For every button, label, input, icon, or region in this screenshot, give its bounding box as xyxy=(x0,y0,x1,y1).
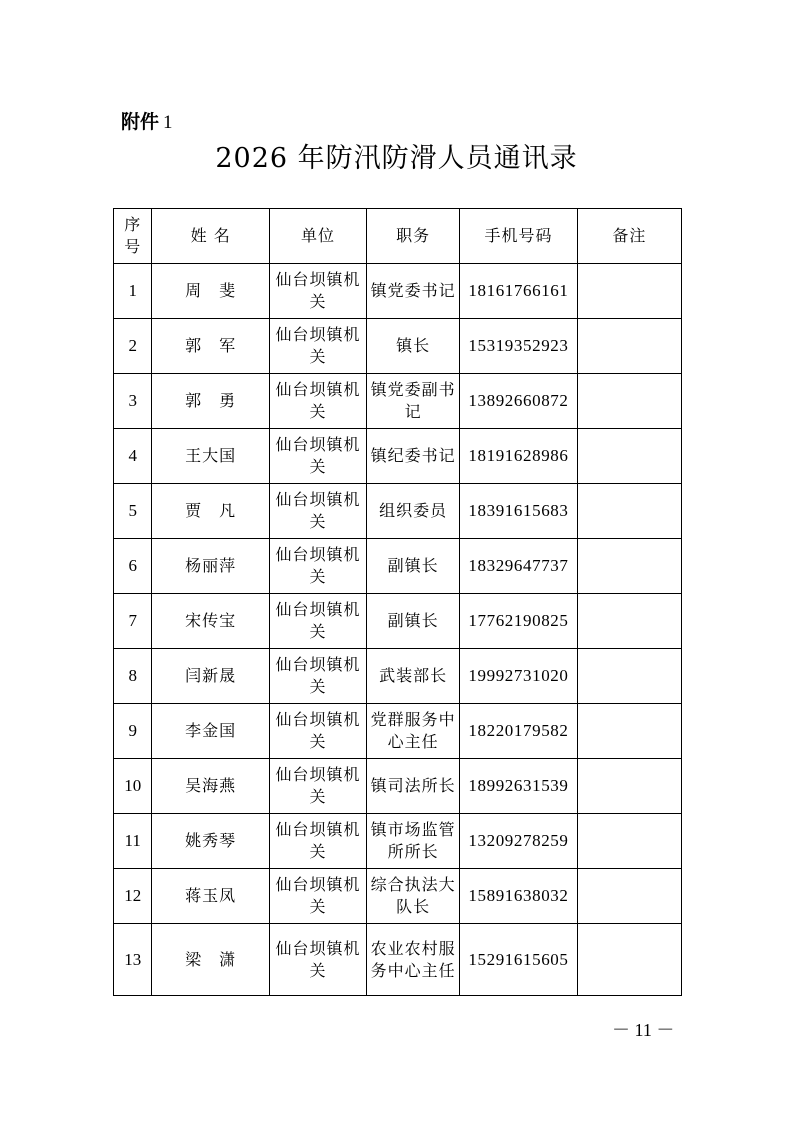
row-phone: 17762190825 xyxy=(460,594,577,649)
row-unit: 仙台坝镇机关 xyxy=(269,429,366,484)
table-row xyxy=(114,374,682,429)
row-name: 姚秀琴 xyxy=(152,814,269,869)
row-role: 副镇长 xyxy=(367,594,460,649)
row-unit: 仙台坝镇机关 xyxy=(269,264,366,319)
row-index: 13 xyxy=(114,924,152,996)
row-note xyxy=(577,704,681,759)
row-role: 镇党委书记 xyxy=(367,264,460,319)
row-index: 9 xyxy=(114,704,152,759)
attachment-number: 1 xyxy=(163,112,173,133)
table-row xyxy=(114,539,682,594)
row-note xyxy=(577,869,681,924)
row-role: 镇司法所长 xyxy=(367,759,460,814)
table-row xyxy=(114,704,682,759)
row-note xyxy=(577,924,681,996)
table-header-row xyxy=(114,209,682,264)
page-title: 2026 年防汛防滑人员通讯录 xyxy=(215,143,578,174)
table-row xyxy=(114,759,682,814)
row-phone: 18220179582 xyxy=(460,704,577,759)
row-role: 镇长 xyxy=(367,319,460,374)
table-row xyxy=(114,924,682,996)
column-header-note: 备注 xyxy=(577,209,681,264)
table-row xyxy=(114,319,682,374)
row-note xyxy=(577,264,681,319)
row-name: 郭 勇 xyxy=(152,374,269,429)
column-header-phone: 手机号码 xyxy=(460,209,577,264)
table-row xyxy=(114,429,682,484)
attachment-label xyxy=(121,107,173,134)
row-index: 1 xyxy=(114,264,152,319)
table-row xyxy=(114,869,682,924)
table-row xyxy=(114,264,682,319)
row-unit: 仙台坝镇机关 xyxy=(269,704,366,759)
row-role: 组织委员 xyxy=(367,484,460,539)
row-index: 8 xyxy=(114,649,152,704)
row-note xyxy=(577,484,681,539)
table-body xyxy=(114,264,682,996)
page-number: － 11 － xyxy=(612,1020,675,1040)
row-phone: 15319352923 xyxy=(460,319,577,374)
row-unit: 仙台坝镇机关 xyxy=(269,319,366,374)
row-role: 综合执法大队长 xyxy=(367,869,460,924)
row-note xyxy=(577,539,681,594)
row-name: 蒋玉凤 xyxy=(152,869,269,924)
row-phone: 13209278259 xyxy=(460,814,577,869)
row-note xyxy=(577,374,681,429)
row-unit: 仙台坝镇机关 xyxy=(269,649,366,704)
row-phone: 18161766161 xyxy=(460,264,577,319)
row-unit: 仙台坝镇机关 xyxy=(269,539,366,594)
table-row xyxy=(114,814,682,869)
row-phone: 18191628986 xyxy=(460,429,577,484)
row-name: 周 斐 xyxy=(152,264,269,319)
row-name: 闫新晟 xyxy=(152,649,269,704)
row-role: 镇党委副书记 xyxy=(367,374,460,429)
row-note xyxy=(577,594,681,649)
row-note xyxy=(577,649,681,704)
row-name: 郭 军 xyxy=(152,319,269,374)
row-note xyxy=(577,759,681,814)
table-row xyxy=(114,594,682,649)
table-row xyxy=(114,484,682,539)
row-phone: 13892660872 xyxy=(460,374,577,429)
row-index: 2 xyxy=(114,319,152,374)
row-phone: 19992731020 xyxy=(460,649,577,704)
row-unit: 仙台坝镇机关 xyxy=(269,374,366,429)
row-unit: 仙台坝镇机关 xyxy=(269,869,366,924)
row-note xyxy=(577,429,681,484)
row-index: 6 xyxy=(114,539,152,594)
row-role: 镇市场监管所所长 xyxy=(367,814,460,869)
row-role: 党群服务中心主任 xyxy=(367,704,460,759)
row-index: 7 xyxy=(114,594,152,649)
row-name: 吴海燕 xyxy=(152,759,269,814)
row-name: 梁 潇 xyxy=(152,924,269,996)
row-role: 农业农村服务中心主任 xyxy=(367,924,460,996)
row-role: 武装部长 xyxy=(367,649,460,704)
column-header-name: 姓 名 xyxy=(152,209,269,264)
row-name: 王大国 xyxy=(152,429,269,484)
row-role: 镇纪委书记 xyxy=(367,429,460,484)
table-row xyxy=(114,649,682,704)
column-header-unit: 单位 xyxy=(269,209,366,264)
row-note xyxy=(577,319,681,374)
row-name: 李金国 xyxy=(152,704,269,759)
row-phone: 18391615683 xyxy=(460,484,577,539)
row-role: 副镇长 xyxy=(367,539,460,594)
row-name: 贾 凡 xyxy=(152,484,269,539)
row-unit: 仙台坝镇机关 xyxy=(269,594,366,649)
row-unit: 仙台坝镇机关 xyxy=(269,759,366,814)
row-note xyxy=(577,814,681,869)
row-unit: 仙台坝镇机关 xyxy=(269,484,366,539)
row-phone: 18992631539 xyxy=(460,759,577,814)
row-index: 5 xyxy=(114,484,152,539)
row-phone: 15891638032 xyxy=(460,869,577,924)
row-index: 10 xyxy=(114,759,152,814)
row-name: 杨丽萍 xyxy=(152,539,269,594)
row-name: 宋传宝 xyxy=(152,594,269,649)
row-unit: 仙台坝镇机关 xyxy=(269,924,366,996)
column-header-role: 职务 xyxy=(367,209,460,264)
row-unit: 仙台坝镇机关 xyxy=(269,814,366,869)
row-phone: 18329647737 xyxy=(460,539,577,594)
row-index: 11 xyxy=(114,814,152,869)
row-phone: 15291615605 xyxy=(460,924,577,996)
attachment-label-text: 附件 xyxy=(121,111,160,133)
row-index: 4 xyxy=(114,429,152,484)
contact-table xyxy=(113,208,682,996)
row-index: 12 xyxy=(114,869,152,924)
column-header-index: 序号 xyxy=(114,209,152,264)
row-index: 3 xyxy=(114,374,152,429)
